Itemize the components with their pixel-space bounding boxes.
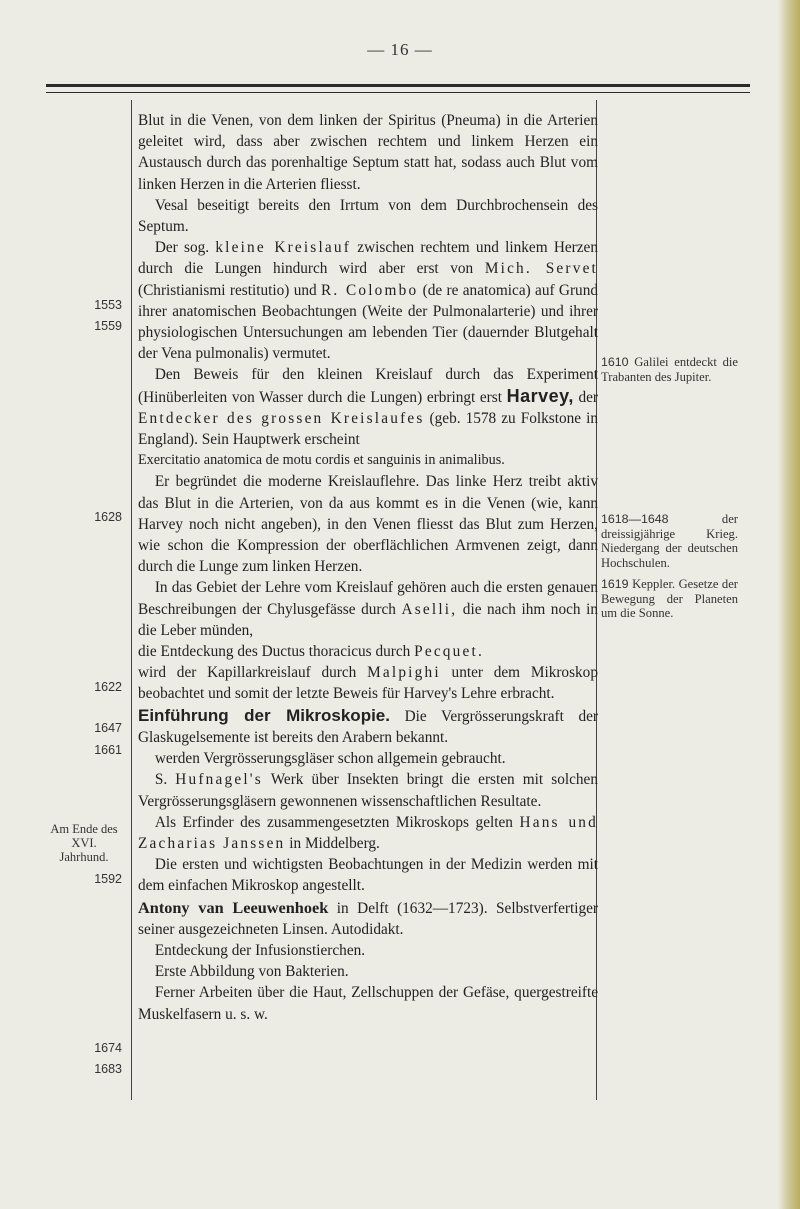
emphasis-text: Hufnagel's [175, 771, 263, 789]
margin-year: 1661 [94, 743, 122, 757]
body-text: In das Gebiet der Lehre vom Kreislauf gehören auch die ersten genauen Beschreibungen der Chylusgefässe durch [138, 579, 598, 618]
main-paragraph [138, 471, 598, 577]
body-text: in Middelberg. [285, 834, 380, 852]
emphasis-text: Antony van Leeuwenhoek [138, 897, 329, 917]
left-column-rule [131, 100, 132, 1100]
body-text: in Delft (1632—1723). Selbstverfertiger seiner ausgezeichneten Linsen. Autodidakt. [138, 899, 598, 938]
main-paragraph [138, 812, 598, 854]
main-paragraph [138, 705, 598, 748]
emphasis-text: kleine Kreislauf [215, 239, 352, 257]
margin-note-century: Am Ende des XVI. Jahrhund. [50, 822, 118, 864]
emphasis-text: Einführung der Mikroskopie. [138, 705, 390, 725]
margin-year: 1683 [94, 1062, 122, 1076]
side-note-year: 1610 [601, 355, 629, 369]
body-text: (Christianismi restitutio) und [138, 281, 321, 299]
main-paragraph [138, 662, 598, 704]
main-paragraph [138, 769, 598, 811]
margin-year: 1622 [94, 680, 122, 694]
side-note-year: 1619 [601, 577, 629, 591]
body-text: zwischen rechtem und linkem Herzen durch die Lungen hindurch wird aber erst von [138, 239, 598, 278]
side-note-year: 1618—1648 [601, 512, 669, 526]
main-paragraph [138, 450, 598, 471]
main-paragraph [138, 897, 598, 940]
margin-year: 1592 [94, 872, 122, 886]
side-note-galilei [601, 355, 738, 384]
body-text: Blut in die Venen, von dem linken der Spiritus (Pneuma) in die Arterien geleitet wird, dass aber zwischen rechtem und linkem Herzen ein Austausch durch das porenhaltige Septum statt hat, sodass auch Blut vom linken Herzen in die Arterien fliesst. [138, 112, 598, 193]
body-text: die Entdeckung des Ductus thoracicus durch [138, 643, 415, 661]
page-edge-shading [778, 0, 800, 1209]
emphasis-text: Harvey, [506, 385, 574, 406]
top-rule [46, 84, 750, 87]
body-text: Erste Abbildung von Bakterien. [154, 963, 349, 981]
body-text: S. [154, 771, 176, 789]
body-text: Entdeckung der Infusionstierchen. [154, 941, 366, 959]
main-paragraph [138, 982, 598, 1024]
main-paragraph [138, 641, 598, 662]
body-text: Der sog. [154, 239, 216, 257]
emphasis-text: Pecquet. [414, 643, 484, 661]
body-text: Werk über Insekten bringt die ersten mit solchen Vergrösserungsgläsern gewonnenen wissenschaftlichen Resultate. [138, 771, 598, 810]
body-text: wird der Kapillarkreislauf durch [138, 664, 368, 682]
side-note-text: Keppler. Gesetze der Bewegung der Planeten um die Sonne. [601, 577, 738, 621]
emphasis-text: Malpighi [367, 664, 441, 682]
body-text: Als Erfinder des zusammengesetzten Mikroskops gelten [154, 813, 520, 831]
body-text: unter dem Mikroskop beobachtet und somit der letzte Beweis für Harvey's Lehre erbracht. [138, 664, 598, 703]
top-rule-thin [46, 92, 750, 93]
margin-year: 1647 [94, 721, 122, 735]
emphasis-text: Mich. Servet [484, 260, 599, 278]
emphasis-text: Aselli, [401, 600, 458, 618]
body-text: Vesal beseitigt bereits den Irrtum von dem Durchbrochensein des Septum. [138, 196, 598, 236]
side-note-text: der dreissigjährige Krieg. Niedergang der deutschen Hochschulen. [601, 512, 738, 570]
page-number: — 16 — [367, 40, 433, 59]
body-text: Ferner Arbeiten über die Haut, Zellschuppen der Gefäse, quergestreifte Muskelfasern u. s. w. [138, 984, 598, 1023]
side-note-text: Galilei entdeckt die Trabanten des Jupiter. [601, 355, 738, 384]
emphasis-text: Entdecker des grossen Kreislaufes [138, 409, 425, 427]
emphasis-text: Exercitatio anatomica de motu cordis et sanguinis in animalibus. [138, 452, 505, 469]
body-text: Die ersten und wichtigsten Beobachtungen in der Medizin werden mit dem einfachen Mikroskop angestellt. [138, 856, 598, 895]
emphasis-text: R. Colombo [320, 281, 419, 299]
body-text: Die Vergrösserungskraft der Glaskugelsemente ist bereits den Arabern bekannt. [138, 707, 598, 746]
body-text: die nach ihm noch in die Leber münden, [138, 600, 598, 639]
main-paragraph [138, 195, 598, 237]
main-paragraph [138, 110, 598, 195]
body-text: (geb. 1578 zu Folkstone in England). Sein Hauptwerk erscheint [138, 409, 598, 449]
main-paragraph [138, 748, 598, 769]
side-note-keppler [601, 577, 738, 621]
side-note-thirty-years-war [601, 512, 738, 570]
main-paragraph [138, 237, 598, 364]
margin-year: 1628 [94, 510, 122, 524]
body-text: Er begründet die moderne Kreislauflehre. Das linke Herz treibt aktiv das Blut in die Arterien, von da aus kommt es in die Venen (wie, kann Harvey noch nicht angeben), in den Venen fliesst das Blut zum Herzen, wie schon die Kompression der oberflächlichen Armvenen zeigt, dann durch die Lunge zum linken Herzen. [138, 473, 598, 576]
body-text: (de re anatomica) auf Grund ihrer anatomischen Beobachtungen (Weite der Pulmonalarterie) und ihrer physiologischen Untersuchungen am lebenden Tier (dauernder Blutgehalt der Vena pulmonalis) vermutet. [138, 281, 599, 363]
emphasis-text: Hans und Zacharias Janssen [138, 813, 598, 852]
main-paragraph [138, 854, 598, 896]
main-paragraph [138, 940, 598, 961]
body-text: werden Vergrösserungsgläser schon allgemein gebraucht. [154, 750, 506, 768]
margin-year: 1674 [94, 1041, 122, 1055]
margin-year: 1559 [94, 319, 122, 333]
margin-year: 1553 [94, 298, 122, 312]
main-paragraph [138, 961, 598, 982]
main-paragraph [138, 577, 598, 641]
body-text: Den Beweis für den kleinen Kreislauf durch das Experiment (Hinüberleiten von Wasser durch die Lungen) erbringt erst [138, 366, 598, 406]
body-text: der [573, 388, 598, 406]
main-text-column [138, 110, 598, 1025]
main-paragraph [138, 364, 598, 450]
